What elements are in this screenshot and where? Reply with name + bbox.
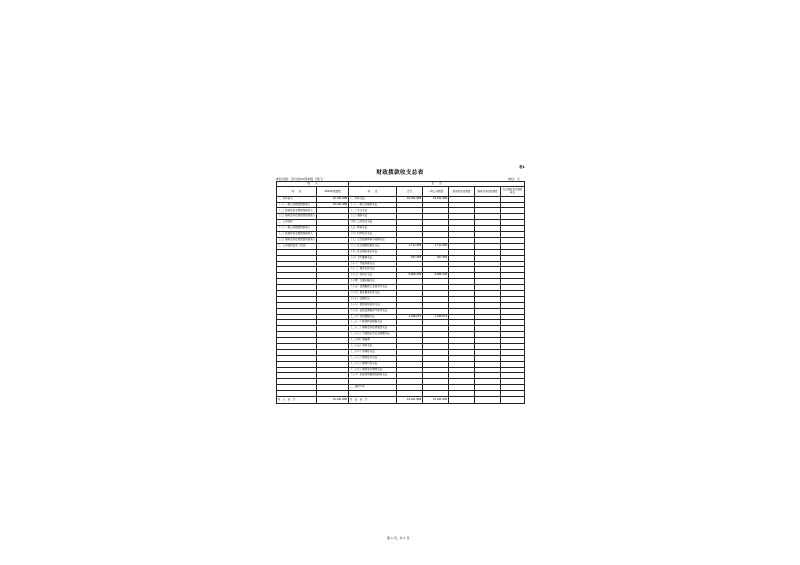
expense-general-total: 10,021,986 <box>423 396 449 404</box>
col-general-budget: 一般公共预算 <box>423 187 449 197</box>
expense-total-cell: 10,021,986 <box>397 196 423 202</box>
expense-item-cell: （十四）交通运输支出 <box>349 279 397 285</box>
expense-item-cell: 二、结转下年 <box>349 385 397 391</box>
col-state-capital: 国有资本经营预算 <box>475 187 501 197</box>
expense-item-cell: （十）卫生健康支出 <box>349 255 397 261</box>
income-item-cell: （二）政府性基金预算拨款收入 <box>277 208 317 214</box>
general-budget-cell: 1,046,015 <box>423 314 449 320</box>
col-income-item: 项 目 <box>277 187 317 197</box>
expense-total-cell: 6,866,396 <box>397 273 423 279</box>
income-item-cell: 一、本年收入 <box>277 196 317 202</box>
expense-item-cell: （二十八）债务付息支出 <box>349 361 397 367</box>
expense-item-cell: （十三）农林水支出 <box>349 273 397 279</box>
expense-total-cell: 497,384 <box>397 255 423 261</box>
table-number: 表1 <box>519 165 525 169</box>
expense-item-cell: （十七）金融支出 <box>349 296 397 302</box>
expense-item-cell: （二十三）灾害防治及应急管理支出 <box>349 332 397 338</box>
expense-item-cell: （十五）资源勘探工业信息等支出 <box>349 285 397 291</box>
income-item-cell: （一）一般公共预算拨款收入 <box>277 226 317 232</box>
expense-item-cell: （十六）商业服务业等支出 <box>349 290 397 296</box>
expense-gov-fund-total <box>449 396 475 404</box>
income-group-header: 收 入 <box>277 182 349 187</box>
currency-unit-label: 单位：元 <box>508 177 521 181</box>
expense-item-cell: （二十四）预备费 <box>349 338 397 344</box>
general-budget-cell: 10,021,986 <box>423 196 449 202</box>
income-total-value: 10,021,986 <box>317 396 349 404</box>
expense-item-cell: （二十六）转移性支出 <box>349 349 397 355</box>
expense-item-cell: （三）国防支出 <box>349 214 397 220</box>
expense-total-cell: 1,046,015 <box>397 314 423 320</box>
expense-item-cell: （十一）节能环保支出 <box>349 261 397 267</box>
expense-item-cell: （十二）城乡社区支出 <box>349 267 397 273</box>
expense-state-capital-total <box>475 396 501 404</box>
unit-name-label: 单位名称：四川省XX局本级（部门） <box>276 177 326 181</box>
expense-item-cell: （三十）抗疫特别国债安排的支出 <box>349 373 397 379</box>
income-budget-cell: 10,021,986 <box>317 202 349 208</box>
col-expense-item: 项 目 <box>349 187 397 197</box>
expense-item-cell: （十八）援助其他地区支出 <box>349 302 397 308</box>
income-item-cell: （一）一般公共预算拨款收入 <box>277 202 317 208</box>
expense-item-cell: （七）文化旅游体育与传媒支出 <box>349 237 397 243</box>
expense-item-cell: （二十九）债务发行费用支出 <box>349 367 397 373</box>
expense-total-value: 10,021,986 <box>397 396 423 404</box>
expense-social-insurance-total <box>501 396 525 404</box>
expense-item-cell: （二十五）其他支出 <box>349 343 397 349</box>
expense-item-cell: （二十）住房保障支出 <box>349 314 397 320</box>
page-title: 财政拨款收支总表 <box>376 170 424 176</box>
income-total-label: 收 入 总 计 <box>277 396 317 404</box>
col-total: 合计 <box>397 187 423 197</box>
total-row <box>277 396 525 404</box>
income-budget-cell: 10,021,986 <box>317 196 349 202</box>
budget-table <box>276 181 525 404</box>
page-footer: 第 1 页，共 1 页 <box>387 536 410 540</box>
expense-total-label: 支 出 总 计 <box>349 396 397 404</box>
expense-item-cell: （四）公共安全支出 <box>349 220 397 226</box>
header-row-columns <box>277 187 525 197</box>
expense-item-cell: （一）一般公共服务支出 <box>349 202 397 208</box>
col-social-insurance: 社会保险基金预算收支 <box>501 187 525 197</box>
expense-item-cell: （五）教育支出 <box>349 226 397 232</box>
expense-item-cell: （十九）自然资源海洋气象等支出 <box>349 308 397 314</box>
general-budget-cell: 1,712,485 <box>423 243 449 249</box>
expense-item-cell: （六）科学技术支出 <box>349 232 397 238</box>
expense-item-cell: （二十七）债务还本支出 <box>349 355 397 361</box>
expense-total-cell: 1,712,485 <box>397 243 423 249</box>
col-gov-fund: 政府性基金预算 <box>449 187 475 197</box>
income-item-cell: （三）国有资本经营预算拨款收入 <box>277 237 317 243</box>
col-income-budget: 2022年预算数 <box>317 187 349 197</box>
general-budget-cell: 6,866,396 <box>423 273 449 279</box>
income-item-cell: 二、上年结转 <box>277 220 317 226</box>
expense-item-cell: 一、本年支出 <box>349 196 397 202</box>
expense-group-header: 支 出 <box>349 182 525 187</box>
expense-item-cell: （八）社会保障和就业支出 <box>349 243 397 249</box>
expense-item-cell: （二十一）粮油物资储备支出 <box>349 320 397 326</box>
income-item-cell: （二）政府性基金预算拨款收入 <box>277 232 317 238</box>
expense-item-cell: （二十二）国有资本经营预算支出 <box>349 326 397 332</box>
income-item-cell: 三、上年结转结余（资金） <box>277 243 317 249</box>
income-item-cell: （三）国有资本经营预算拨款收入 <box>277 214 317 220</box>
expense-item-cell: （二）外交支出 <box>349 208 397 214</box>
expense-item-cell: （九）社会保险基金支出 <box>349 249 397 255</box>
general-budget-cell: 497,384 <box>423 255 449 261</box>
